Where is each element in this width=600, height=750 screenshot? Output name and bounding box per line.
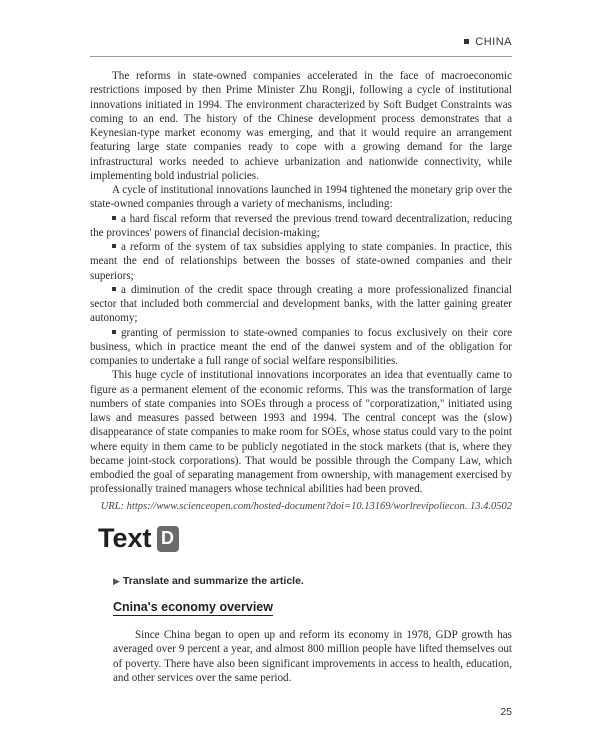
list-item [90, 326, 512, 369]
source-url: URL: https://www.scienceopen.com/hosted-document?doi=10.13169/worlrevipoliecon. 13.4.0502 [100, 500, 512, 512]
section-title: CHINA [475, 36, 512, 48]
article-body-2 [113, 628, 512, 685]
exercise-instruction [113, 575, 304, 587]
running-header [90, 36, 512, 57]
section-heading-word: Text [98, 523, 152, 553]
page-number: 25 [500, 706, 512, 718]
article-title: Cnina's economy overview [113, 600, 273, 614]
section-letter-badge: D [157, 526, 179, 552]
paragraph: Since China began to open up and reform its economy in 1978, GDP growth has averaged over 9 percent a year, and almost 800 million people have lifted themselves out of poverty. There have also been significant improvements in access to health, education, and other services over the same period. [113, 629, 512, 684]
square-bullet-icon [112, 216, 116, 220]
paragraph: This huge cycle of institutional innovations incorporates an idea that eventually came to figure as a permanent element of the economic reforms. This was the transformation of large numbers of state companies into SOEs through a process of "corporatization," initiated using laws and measures passed between 1993 and 1994. The central concept was the (slow) disappearance of state companies to make room for SOEs, whose status could vary to the point where equity in them came to be publicly negotiated in the stock markets (that is, where they became joint-stock corporations). That would be possible through the Company Law, which embodied the goal of separating management from ownership, with management exercised by professionally trained managers whose technical abilities had been proved. [90, 369, 512, 496]
instruction-text: Translate and summarize the article. [122, 575, 304, 587]
square-bullet-icon [464, 39, 469, 44]
triangle-bullet-icon: ▶ [113, 576, 120, 586]
square-bullet-icon [112, 330, 116, 334]
paragraph: The reforms in state-owned companies accelerated in the face of macroeconomic restrictions imposed by then Prime Minister Zhu Rongji, following a cycle of institutional innovations initiated in 1994. The environment characterized by Soft Budget Constraints was coming to an end. The history of the Chinese development process demonstrates that a Keynesian-type market economy was emerging, and that it would require an arrangement featuring large state companies ready to cope with a growing demand for the large infrastructural works needed to achieve urbanization and nationwide connectivity, while implementing bold industrial policies. [90, 70, 512, 182]
square-bullet-icon [112, 287, 116, 291]
list-item-text: a diminution of the credit space through creating a more professionalized financial sector that included both commercial and development banks, with the latter gaining greater autonomy; [90, 283, 512, 325]
list-item [90, 283, 512, 326]
paragraph: A cycle of institutional innovations launched in 1994 tightened the monetary grip over the state-owned companies through a variety of mechanisms, including: [90, 184, 512, 211]
list-item [90, 212, 512, 241]
list-item-text: a reform of the system of tax subsidies applying to state companies. In practice, this meant the end of relationships between the bosses of state-owned companies and their superiors; [90, 241, 512, 282]
square-bullet-icon [112, 244, 116, 248]
list-item-text: a hard fiscal reform that reversed the previous trend toward decentralization, reducing the provinces' powers of financial decision-making; [90, 212, 512, 239]
article-body [90, 69, 512, 514]
list-item [90, 240, 512, 283]
section-heading [98, 523, 179, 554]
list-item-text: granting of permission to state-owned companies to focus exclusively on their core business, which in practice meant the end of the danwei system and of the obligation for companies to undertake a full range of social welfare responsibilities. [90, 326, 512, 367]
